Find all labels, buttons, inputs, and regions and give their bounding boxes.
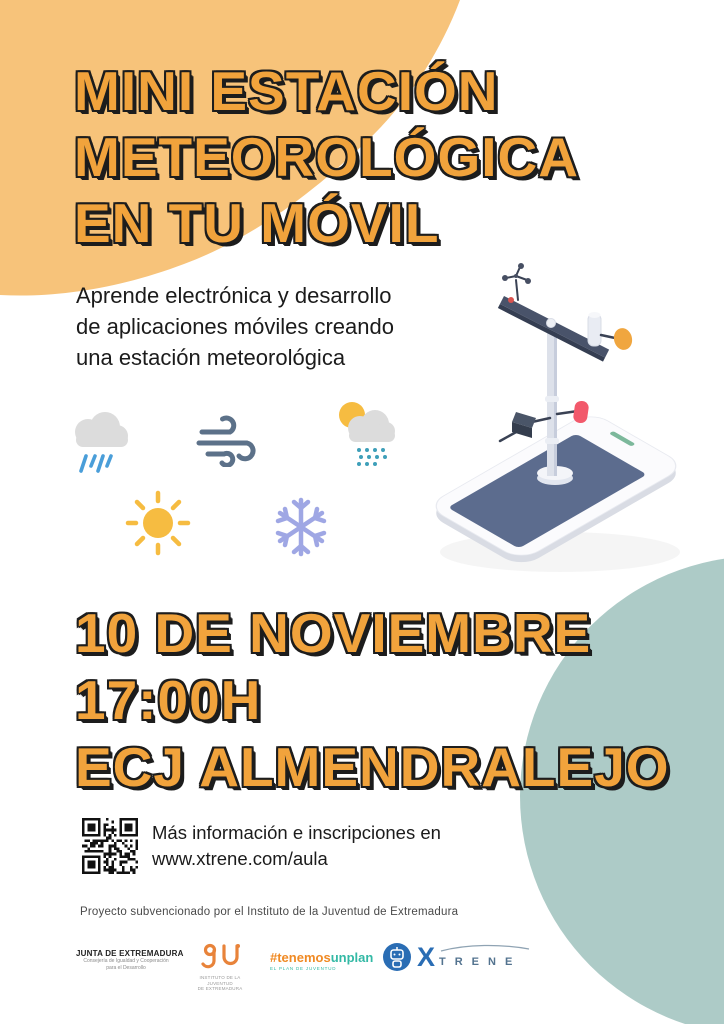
junta-dept-2: para el Desarrollo [106,964,146,971]
funding-note: Proyecto subvencionado por el Instituto de la Juventud de Extremadura [80,906,459,918]
tenemosunplan-teal-part: unplan [330,950,374,965]
registration-url: www.xtrene.com/aula [152,848,328,869]
snowflake-icon [272,495,330,559]
logo-tenemosunplan [270,950,374,971]
instituto-juventud-icon [198,942,242,970]
tenemosunplan-subtitle: EL PLAN DE JUVENTUD [270,966,337,971]
tenemosunplan-orange-part: #tenemos [270,950,331,965]
subtitle [76,280,394,373]
subtitle-line-1: Aprende electrónica y desarrollo [76,283,392,308]
logos-row [0,940,724,1000]
xtrene-initial: X [417,941,436,972]
registration-section [82,818,441,874]
subtitle-line-3: una estación meteorológica [76,345,346,370]
event-venue: ECJ ALMENDRALEJO [75,736,670,798]
event-details [75,600,670,801]
registration-text [152,820,441,872]
sun-icon [122,487,194,559]
title-line-2: METEOROLÓGICA [74,126,579,188]
junta-dept-1: Consejería de Igualdad y Cooperación [83,958,169,964]
title-line-3: EN TU MÓVIL [74,192,440,254]
logo-junta-extremadura [76,949,184,971]
registration-line-1: Más información e inscripciones en [152,822,441,843]
junta-name: JUNTA DE EXTREMADURA [76,949,184,958]
logo-instituto-juventud [196,942,244,992]
xtrene-arc-line [439,942,531,954]
instituto-caption-2: DE EXTREMADURA [197,986,243,991]
sun-rain-cloud-icon [330,398,404,478]
xtrene-rest: TRENE [439,956,522,968]
instituto-caption-1: INSTITUTO DE LA JUVENTUD [199,975,241,986]
event-date: 10 DE NOVIEMBRE [75,602,592,664]
wind-icon [194,413,266,467]
logo-xtrene [382,942,532,972]
event-time: 17:00H [75,669,262,731]
title-line-1: MINI ESTACIÓN [74,60,499,122]
xtrene-robot-icon [382,942,412,972]
subtitle-line-2: de aplicaciones móviles creando [76,314,394,339]
smartphone-weather-station-illustration [420,250,720,580]
rain-cloud-icon [63,405,133,483]
tenemosunplan-wordmark [270,950,374,965]
page-title [74,58,579,256]
qr-code [82,818,138,874]
